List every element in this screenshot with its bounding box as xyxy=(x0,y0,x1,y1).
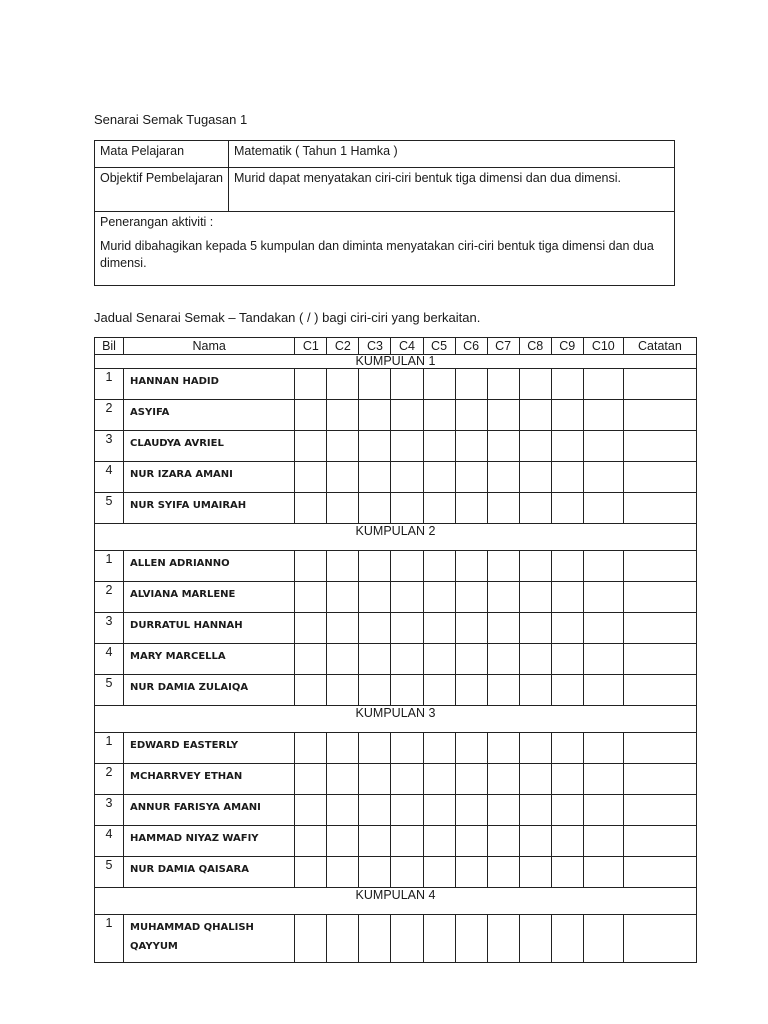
check-cell-c10[interactable] xyxy=(583,582,623,613)
check-cell-c2[interactable] xyxy=(327,644,359,675)
check-cell-c4[interactable] xyxy=(391,431,423,462)
nama-cell: ASYIFA xyxy=(124,400,295,431)
check-cell-c7[interactable] xyxy=(487,369,519,400)
check-cell-c7[interactable] xyxy=(487,764,519,795)
check-cell-c3[interactable] xyxy=(359,795,391,826)
check-cell-c9[interactable] xyxy=(551,915,583,963)
check-cell-c3[interactable] xyxy=(359,675,391,706)
column-header-c2: C2 xyxy=(327,338,359,355)
check-cell-c5[interactable] xyxy=(423,644,455,675)
subject-value: Matematik ( Tahun 1 Hamka ) xyxy=(229,141,675,168)
check-cell-c4[interactable] xyxy=(391,764,423,795)
check-cell-c3[interactable] xyxy=(359,431,391,462)
checklist-body xyxy=(95,355,697,963)
bil-cell: 1 xyxy=(95,915,124,963)
bil-cell: 4 xyxy=(95,644,124,675)
nama-cell: ALVIANA MARLENE xyxy=(124,582,295,613)
check-cell-c5[interactable] xyxy=(423,582,455,613)
check-cell-c4[interactable] xyxy=(391,582,423,613)
document-title: Senarai Semak Tugasan 1 xyxy=(94,112,248,127)
check-cell-c6[interactable] xyxy=(455,462,487,493)
group-label: KUMPULAN 1 xyxy=(95,355,697,369)
check-cell-c4[interactable] xyxy=(391,826,423,857)
check-cell-c10[interactable] xyxy=(583,551,623,582)
check-cell-c9[interactable] xyxy=(551,675,583,706)
check-cell-c7[interactable] xyxy=(487,431,519,462)
nama-cell: CLAUDYA AVRIEL xyxy=(124,431,295,462)
catatan-cell[interactable] xyxy=(623,493,696,524)
check-cell-c5[interactable] xyxy=(423,400,455,431)
catatan-cell[interactable] xyxy=(623,857,696,888)
table-row xyxy=(95,582,697,613)
check-cell-c7[interactable] xyxy=(487,826,519,857)
check-cell-c9[interactable] xyxy=(551,857,583,888)
bil-cell: 3 xyxy=(95,613,124,644)
check-cell-c10[interactable] xyxy=(583,644,623,675)
nama-cell: ANNUR FARISYA AMANI xyxy=(124,795,295,826)
check-cell-c2[interactable] xyxy=(327,431,359,462)
check-cell-c10[interactable] xyxy=(583,857,623,888)
check-cell-c1[interactable] xyxy=(295,551,327,582)
activity-description: Murid dibahagikan kepada 5 kumpulan dan diminta menyatakan ciri-ciri bentuk tiga dimensi dan dua dimensi. xyxy=(100,239,654,270)
table-row xyxy=(95,764,697,795)
check-cell-c4[interactable] xyxy=(391,644,423,675)
check-cell-c9[interactable] xyxy=(551,462,583,493)
check-cell-c5[interactable] xyxy=(423,675,455,706)
check-cell-c3[interactable] xyxy=(359,644,391,675)
check-cell-c5[interactable] xyxy=(423,613,455,644)
activity-label: Penerangan aktiviti : xyxy=(100,215,214,229)
bil-cell: 4 xyxy=(95,826,124,857)
check-cell-c7[interactable] xyxy=(487,675,519,706)
table-row xyxy=(95,613,697,644)
check-cell-c7[interactable] xyxy=(487,613,519,644)
bil-cell: 3 xyxy=(95,795,124,826)
group-row xyxy=(95,888,697,915)
check-cell-c7[interactable] xyxy=(487,582,519,613)
check-cell-c8[interactable] xyxy=(519,369,551,400)
info-row-objective xyxy=(95,168,675,212)
check-cell-c9[interactable] xyxy=(551,493,583,524)
check-cell-c3[interactable] xyxy=(359,493,391,524)
check-cell-c9[interactable] xyxy=(551,795,583,826)
check-cell-c10[interactable] xyxy=(583,733,623,764)
catatan-cell[interactable] xyxy=(623,462,696,493)
bil-cell: 4 xyxy=(95,462,124,493)
check-cell-c3[interactable] xyxy=(359,915,391,963)
check-cell-c2[interactable] xyxy=(327,493,359,524)
table-row xyxy=(95,675,697,706)
column-header-c3: C3 xyxy=(359,338,391,355)
check-cell-c1[interactable] xyxy=(295,644,327,675)
check-cell-c10[interactable] xyxy=(583,493,623,524)
bil-cell: 5 xyxy=(95,857,124,888)
column-header-c1: C1 xyxy=(295,338,327,355)
column-header-c7: C7 xyxy=(487,338,519,355)
check-cell-c3[interactable] xyxy=(359,400,391,431)
check-cell-c6[interactable] xyxy=(455,857,487,888)
check-cell-c2[interactable] xyxy=(327,826,359,857)
check-cell-c6[interactable] xyxy=(455,915,487,963)
nama-cell: NUR DAMIA ZULAIQA xyxy=(124,675,295,706)
check-cell-c7[interactable] xyxy=(487,795,519,826)
check-cell-c9[interactable] xyxy=(551,644,583,675)
check-cell-c5[interactable] xyxy=(423,795,455,826)
check-cell-c5[interactable] xyxy=(423,462,455,493)
checklist-table xyxy=(94,337,697,963)
column-header-c8: C8 xyxy=(519,338,551,355)
table-row xyxy=(95,551,697,582)
check-cell-c1[interactable] xyxy=(295,826,327,857)
info-row-activity xyxy=(95,212,675,286)
bil-cell: 5 xyxy=(95,675,124,706)
table-row xyxy=(95,431,697,462)
check-cell-c6[interactable] xyxy=(455,644,487,675)
check-cell-c3[interactable] xyxy=(359,582,391,613)
bil-cell: 1 xyxy=(95,369,124,400)
check-cell-c10[interactable] xyxy=(583,613,623,644)
check-cell-c7[interactable] xyxy=(487,915,519,963)
table-row xyxy=(95,400,697,431)
check-cell-c1[interactable] xyxy=(295,795,327,826)
check-cell-c1[interactable] xyxy=(295,675,327,706)
check-cell-c9[interactable] xyxy=(551,613,583,644)
catatan-cell[interactable] xyxy=(623,431,696,462)
catatan-cell[interactable] xyxy=(623,915,696,963)
check-cell-c6[interactable] xyxy=(455,826,487,857)
check-cell-c1[interactable] xyxy=(295,462,327,493)
check-cell-c2[interactable] xyxy=(327,915,359,963)
check-cell-c1[interactable] xyxy=(295,582,327,613)
group-label: KUMPULAN 2 xyxy=(95,524,697,551)
check-cell-c5[interactable] xyxy=(423,764,455,795)
check-cell-c5[interactable] xyxy=(423,431,455,462)
table-row xyxy=(95,915,697,963)
nama-cell: NUR IZARA AMANI xyxy=(124,462,295,493)
catatan-cell[interactable] xyxy=(623,644,696,675)
check-cell-c3[interactable] xyxy=(359,551,391,582)
check-cell-c9[interactable] xyxy=(551,369,583,400)
check-cell-c4[interactable] xyxy=(391,462,423,493)
check-cell-c2[interactable] xyxy=(327,733,359,764)
nama-cell: MCHARRVEY ETHAN xyxy=(124,764,295,795)
check-cell-c7[interactable] xyxy=(487,493,519,524)
check-cell-c5[interactable] xyxy=(423,915,455,963)
check-cell-c2[interactable] xyxy=(327,795,359,826)
check-cell-c6[interactable] xyxy=(455,493,487,524)
check-cell-c10[interactable] xyxy=(583,400,623,431)
check-cell-c5[interactable] xyxy=(423,733,455,764)
check-cell-c5[interactable] xyxy=(423,857,455,888)
check-cell-c1[interactable] xyxy=(295,493,327,524)
column-header-c10: C10 xyxy=(583,338,623,355)
table-row xyxy=(95,795,697,826)
check-cell-c4[interactable] xyxy=(391,551,423,582)
check-cell-c3[interactable] xyxy=(359,613,391,644)
check-cell-c8[interactable] xyxy=(519,462,551,493)
check-cell-c1[interactable] xyxy=(295,764,327,795)
check-cell-c10[interactable] xyxy=(583,764,623,795)
check-cell-c3[interactable] xyxy=(359,462,391,493)
table-row xyxy=(95,644,697,675)
check-cell-c6[interactable] xyxy=(455,675,487,706)
check-cell-c9[interactable] xyxy=(551,400,583,431)
table-row xyxy=(95,462,697,493)
info-table xyxy=(94,140,675,286)
column-header-c6: C6 xyxy=(455,338,487,355)
check-cell-c6[interactable] xyxy=(455,400,487,431)
group-row xyxy=(95,524,697,551)
check-cell-c7[interactable] xyxy=(487,400,519,431)
check-cell-c4[interactable] xyxy=(391,857,423,888)
check-cell-c4[interactable] xyxy=(391,369,423,400)
check-cell-c8[interactable] xyxy=(519,644,551,675)
catatan-cell[interactable] xyxy=(623,369,696,400)
bil-cell: 1 xyxy=(95,733,124,764)
check-cell-c4[interactable] xyxy=(391,400,423,431)
column-header-c4: C4 xyxy=(391,338,423,355)
check-cell-c9[interactable] xyxy=(551,764,583,795)
check-cell-c2[interactable] xyxy=(327,613,359,644)
bil-cell: 2 xyxy=(95,582,124,613)
check-cell-c7[interactable] xyxy=(487,551,519,582)
check-cell-c8[interactable] xyxy=(519,857,551,888)
check-cell-c8[interactable] xyxy=(519,915,551,963)
check-cell-c3[interactable] xyxy=(359,733,391,764)
group-label: KUMPULAN 4 xyxy=(95,888,697,915)
check-cell-c2[interactable] xyxy=(327,582,359,613)
catatan-cell[interactable] xyxy=(623,582,696,613)
check-cell-c8[interactable] xyxy=(519,675,551,706)
table-row xyxy=(95,826,697,857)
check-cell-c1[interactable] xyxy=(295,431,327,462)
check-cell-c9[interactable] xyxy=(551,582,583,613)
check-cell-c9[interactable] xyxy=(551,826,583,857)
nama-cell: HANNAN HADID xyxy=(124,369,295,400)
check-cell-c10[interactable] xyxy=(583,795,623,826)
check-cell-c4[interactable] xyxy=(391,493,423,524)
check-cell-c1[interactable] xyxy=(295,369,327,400)
check-cell-c8[interactable] xyxy=(519,795,551,826)
check-cell-c6[interactable] xyxy=(455,613,487,644)
check-cell-c8[interactable] xyxy=(519,733,551,764)
check-cell-c4[interactable] xyxy=(391,613,423,644)
check-cell-c6[interactable] xyxy=(455,795,487,826)
check-cell-c1[interactable] xyxy=(295,733,327,764)
check-cell-c3[interactable] xyxy=(359,369,391,400)
catatan-cell[interactable] xyxy=(623,826,696,857)
bil-cell: 1 xyxy=(95,551,124,582)
nama-cell: MUHAMMAD QHALISH QAYYUM xyxy=(124,915,295,963)
check-cell-c9[interactable] xyxy=(551,733,583,764)
check-cell-c10[interactable] xyxy=(583,826,623,857)
check-cell-c1[interactable] xyxy=(295,613,327,644)
check-cell-c4[interactable] xyxy=(391,675,423,706)
table-caption: Jadual Senarai Semak – Tandakan ( / ) bagi ciri-ciri yang berkaitan. xyxy=(94,310,481,325)
activity-cell xyxy=(95,212,675,286)
check-cell-c10[interactable] xyxy=(583,675,623,706)
check-cell-c7[interactable] xyxy=(487,733,519,764)
check-cell-c5[interactable] xyxy=(423,551,455,582)
check-cell-c8[interactable] xyxy=(519,764,551,795)
check-cell-c4[interactable] xyxy=(391,795,423,826)
column-header-bil: Bil xyxy=(95,338,124,355)
nama-cell: NUR DAMIA QAISARA xyxy=(124,857,295,888)
check-cell-c3[interactable] xyxy=(359,826,391,857)
check-cell-c8[interactable] xyxy=(519,493,551,524)
table-row xyxy=(95,857,697,888)
check-cell-c1[interactable] xyxy=(295,857,327,888)
catatan-cell[interactable] xyxy=(623,400,696,431)
check-cell-c1[interactable] xyxy=(295,915,327,963)
info-row-subject xyxy=(95,141,675,168)
nama-cell: ALLEN ADRIANNO xyxy=(124,551,295,582)
catatan-cell[interactable] xyxy=(623,733,696,764)
check-cell-c2[interactable] xyxy=(327,400,359,431)
column-header-c9: C9 xyxy=(551,338,583,355)
check-cell-c5[interactable] xyxy=(423,493,455,524)
subject-label: Mata Pelajaran xyxy=(95,141,229,168)
check-cell-c9[interactable] xyxy=(551,551,583,582)
check-cell-c10[interactable] xyxy=(583,431,623,462)
catatan-cell[interactable] xyxy=(623,551,696,582)
check-cell-c8[interactable] xyxy=(519,613,551,644)
check-cell-c7[interactable] xyxy=(487,857,519,888)
check-cell-c7[interactable] xyxy=(487,644,519,675)
check-cell-c8[interactable] xyxy=(519,826,551,857)
check-cell-c6[interactable] xyxy=(455,582,487,613)
table-row xyxy=(95,369,697,400)
check-cell-c4[interactable] xyxy=(391,915,423,963)
bil-cell: 5 xyxy=(95,493,124,524)
check-cell-c6[interactable] xyxy=(455,551,487,582)
check-cell-c6[interactable] xyxy=(455,431,487,462)
check-cell-c2[interactable] xyxy=(327,369,359,400)
check-cell-c4[interactable] xyxy=(391,733,423,764)
bil-cell: 2 xyxy=(95,400,124,431)
check-cell-c10[interactable] xyxy=(583,462,623,493)
check-cell-c2[interactable] xyxy=(327,857,359,888)
check-cell-c2[interactable] xyxy=(327,551,359,582)
check-cell-c8[interactable] xyxy=(519,551,551,582)
check-cell-c2[interactable] xyxy=(327,675,359,706)
group-label: KUMPULAN 3 xyxy=(95,706,697,733)
check-cell-c10[interactable] xyxy=(583,915,623,963)
check-cell-c10[interactable] xyxy=(583,369,623,400)
column-header-nama: Nama xyxy=(124,338,295,355)
check-cell-c8[interactable] xyxy=(519,431,551,462)
table-row xyxy=(95,733,697,764)
bil-cell: 3 xyxy=(95,431,124,462)
group-row xyxy=(95,355,697,369)
table-row xyxy=(95,493,697,524)
nama-cell: DURRATUL HANNAH xyxy=(124,613,295,644)
check-cell-c5[interactable] xyxy=(423,826,455,857)
nama-cell: MARY MARCELLA xyxy=(124,644,295,675)
catatan-cell[interactable] xyxy=(623,675,696,706)
nama-cell: EDWARD EASTERLY xyxy=(124,733,295,764)
nama-cell: HAMMAD NIYAZ WAFIY xyxy=(124,826,295,857)
check-cell-c7[interactable] xyxy=(487,462,519,493)
check-cell-c1[interactable] xyxy=(295,400,327,431)
group-row xyxy=(95,706,697,733)
check-cell-c8[interactable] xyxy=(519,400,551,431)
check-cell-c9[interactable] xyxy=(551,431,583,462)
check-cell-c2[interactable] xyxy=(327,462,359,493)
objective-label: Objektif Pembelajaran xyxy=(95,168,229,212)
nama-cell: NUR SYIFA UMAIRAH xyxy=(124,493,295,524)
check-cell-c2[interactable] xyxy=(327,764,359,795)
objective-value: Murid dapat menyatakan ciri-ciri bentuk tiga dimensi dan dua dimensi. xyxy=(229,168,675,212)
check-cell-c6[interactable] xyxy=(455,369,487,400)
check-cell-c8[interactable] xyxy=(519,582,551,613)
check-cell-c6[interactable] xyxy=(455,733,487,764)
column-header-catatan: Catatan xyxy=(623,338,696,355)
check-cell-c3[interactable] xyxy=(359,764,391,795)
catatan-cell[interactable] xyxy=(623,795,696,826)
check-cell-c5[interactable] xyxy=(423,369,455,400)
check-cell-c6[interactable] xyxy=(455,764,487,795)
catatan-cell[interactable] xyxy=(623,613,696,644)
check-cell-c3[interactable] xyxy=(359,857,391,888)
checklist-header-row xyxy=(95,338,697,355)
bil-cell: 2 xyxy=(95,764,124,795)
column-header-c5: C5 xyxy=(423,338,455,355)
catatan-cell[interactable] xyxy=(623,764,696,795)
